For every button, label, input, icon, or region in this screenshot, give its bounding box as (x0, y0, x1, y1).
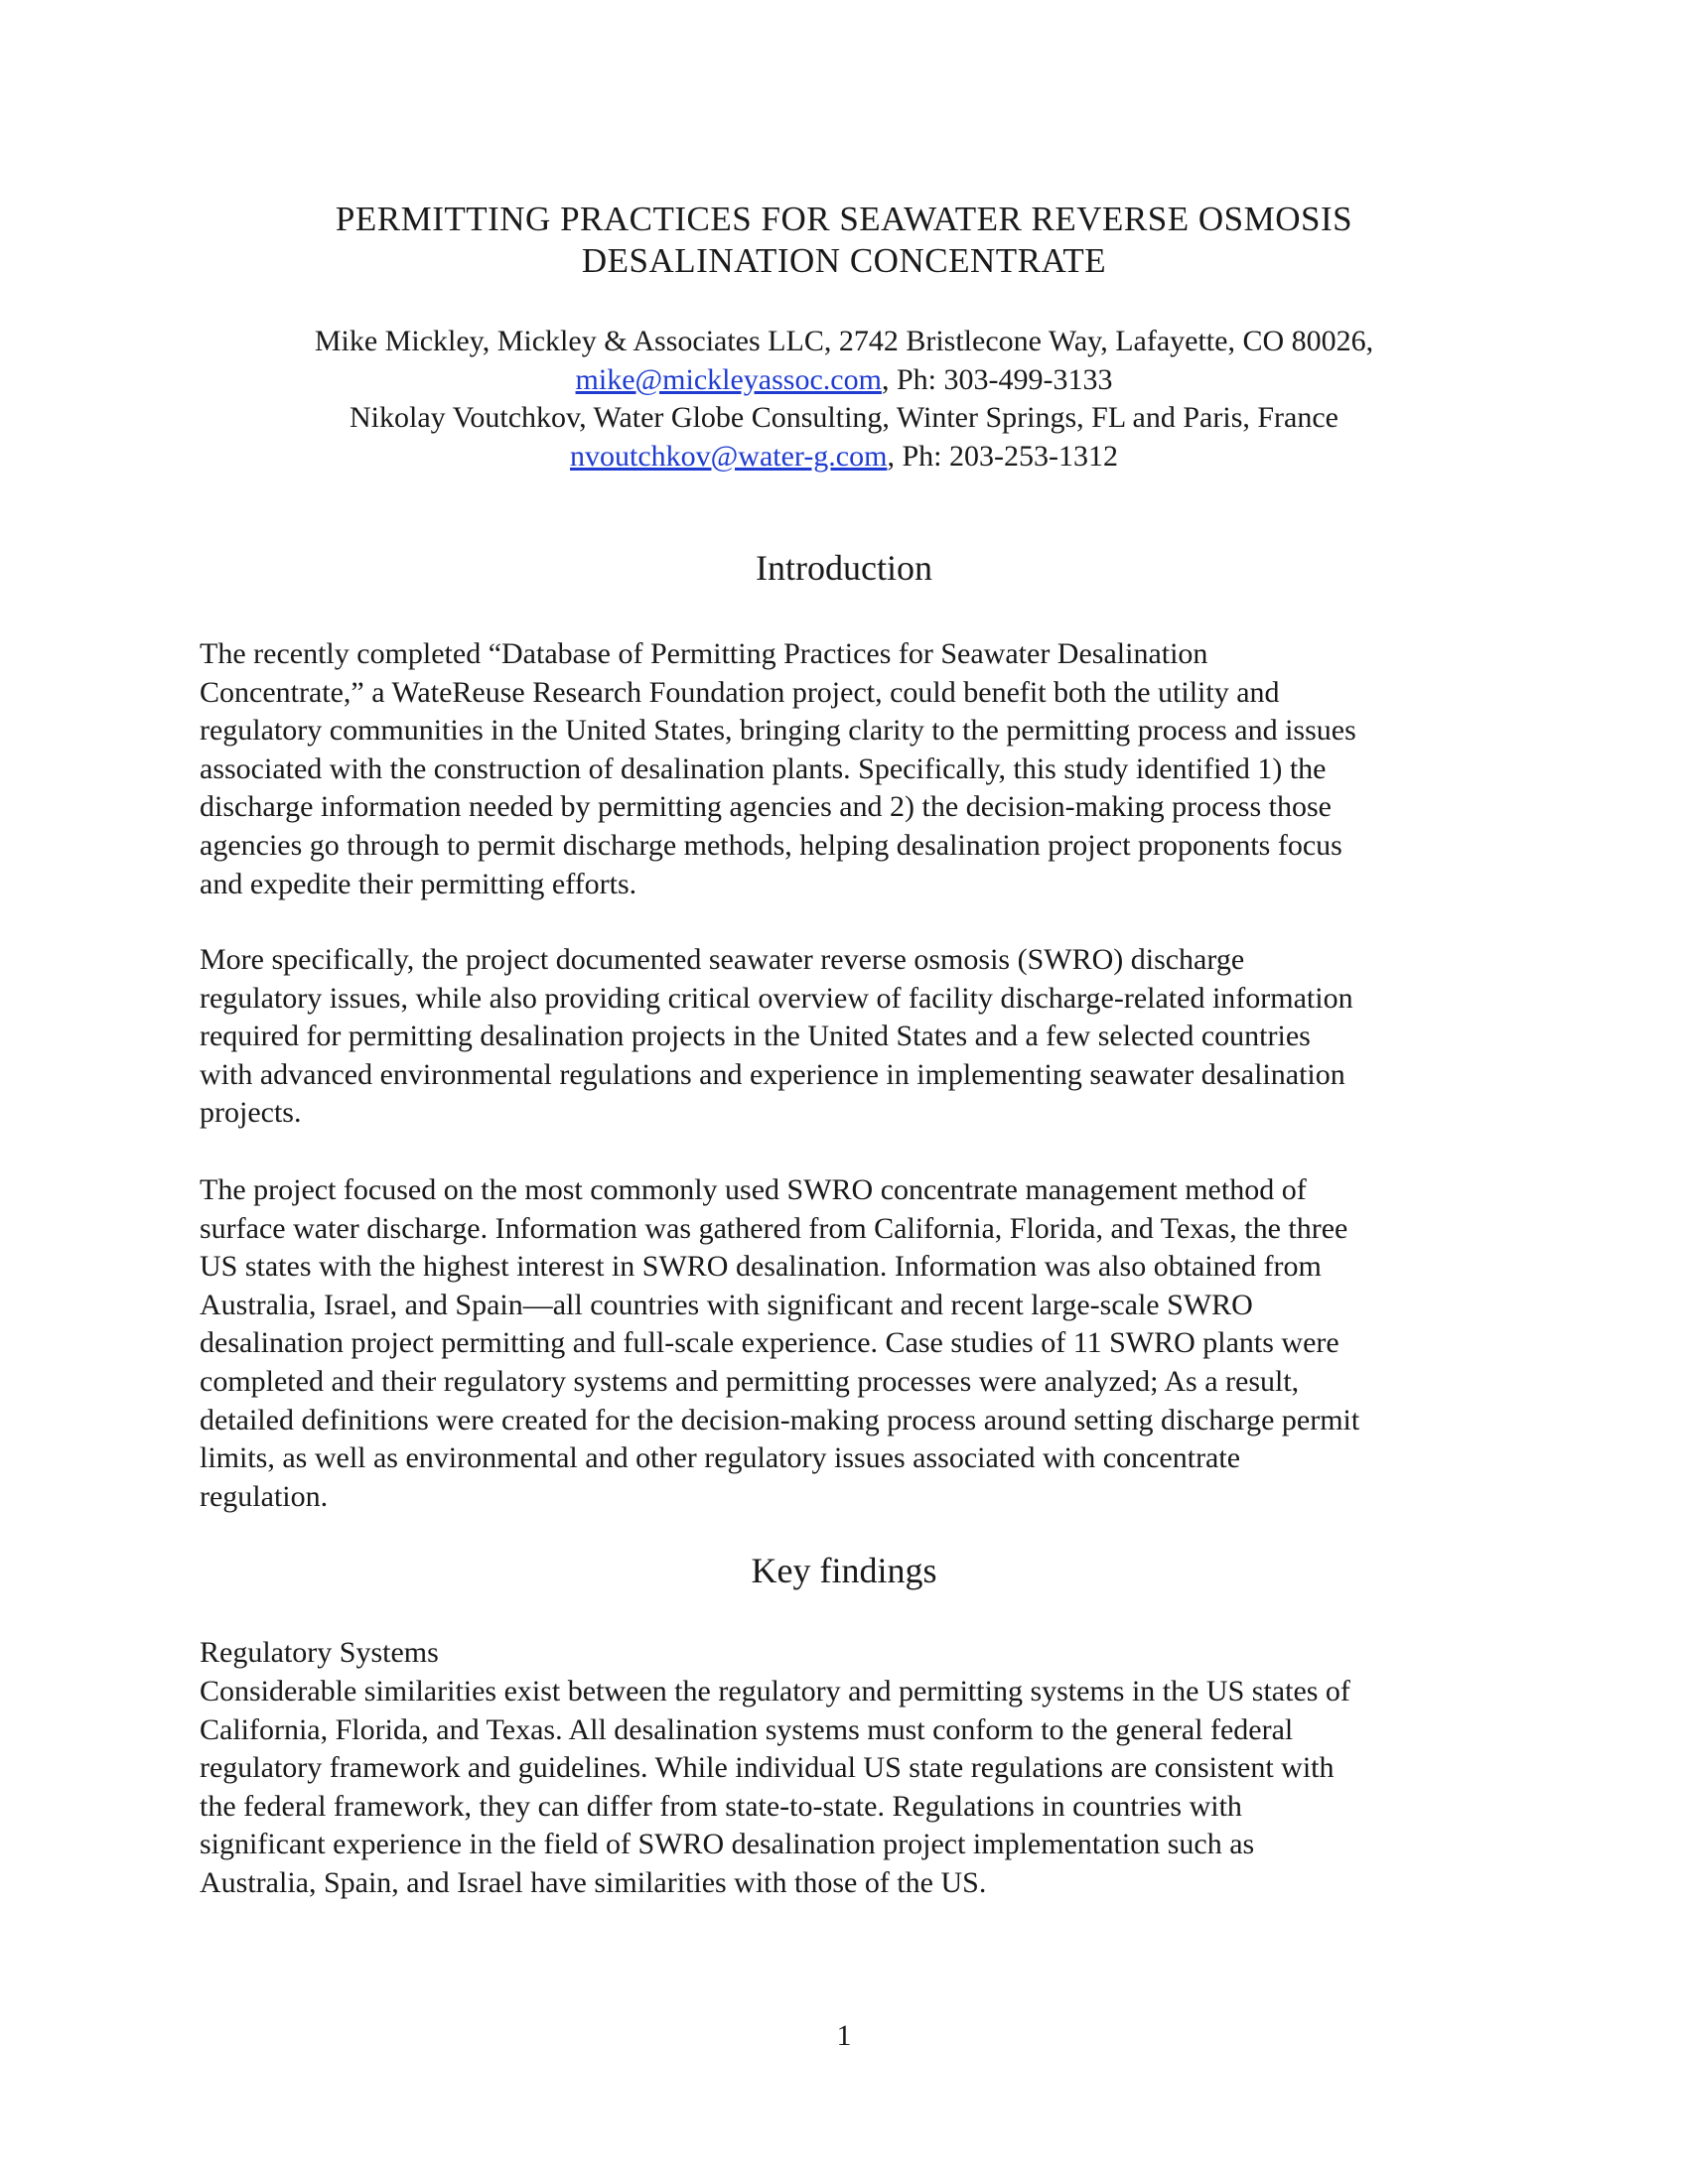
text-line: Concentrate,” a WateReuse Research Foundation project, could benefit both the utility and (200, 675, 1280, 709)
author-1-email-link[interactable]: mike@mickleyassoc.com (575, 362, 882, 396)
text-line: More specifically, the project documented seawater reverse osmosis (SWRO) discharge (200, 943, 1245, 976)
text-line: the federal framework, they can differ from state-to-state. Regulations in countries with (200, 1789, 1242, 1823)
text-line: and expedite their permitting efforts. (200, 867, 637, 900)
text-line: The recently completed “Database of Permitting Practices for Seawater Desalination (200, 637, 1208, 670)
title-line-1: PERMITTING PRACTICES FOR SEAWATER REVERSE OSMOSIS (335, 200, 1353, 238)
introduction-paragraph-2 (200, 941, 1530, 1133)
text-line: desalination project permitting and full-scale experience. Case studies of 11 SWRO plants were (200, 1326, 1339, 1360)
text-line: with advanced environmental regulations and experience in implementing seawater desalination (200, 1057, 1345, 1091)
key-findings-heading: Key findings (751, 1551, 937, 1590)
text-line: required for permitting desalination projects in the United States and a few selected countries (200, 1020, 1311, 1053)
text-line: Considerable similarities exist between the regulatory and permitting systems in the US states of (200, 1675, 1350, 1707)
text-line: limits, as well as environmental and other regulatory issues associated with concentrate (200, 1441, 1241, 1475)
author-1-phone: , Ph: 303-499-3133 (881, 362, 1113, 396)
introduction-paragraph-3 (200, 1171, 1530, 1516)
regulatory-systems-paragraph (200, 1673, 1530, 1903)
text-line: discharge information needed by permitting agencies and 2) the decision-making process those (200, 790, 1332, 824)
author-1-affiliation: Mike Mickley, Mickley & Associates LLC, 2742 Bristlecone Way, Lafayette, CO 80026, (314, 325, 1374, 357)
text-line: regulatory issues, while also providing critical overview of facility discharge-related information (200, 981, 1353, 1015)
title-line-2: DESALINATION CONCENTRATE (581, 241, 1107, 280)
text-line: US states with the highest interest in SWRO desalination. Information was also obtained from (200, 1250, 1322, 1284)
regulatory-systems-subheading: Regulatory Systems (200, 1636, 439, 1669)
text-line: projects. (200, 1096, 302, 1130)
author-2-contact (149, 438, 1539, 477)
page-number: 1 (836, 2019, 852, 2052)
author-2-affiliation: Nikolay Voutchkov, Water Globe Consulting, Winter Springs, FL and Paris, France (349, 401, 1338, 434)
author-1-contact (149, 361, 1539, 400)
text-line: associated with the construction of desalination plants. Specifically, this study identified 1) the (200, 751, 1327, 785)
document-title (149, 199, 1539, 282)
text-line: The project focused on the most commonly used SWRO concentrate management method of (200, 1173, 1307, 1206)
author-2-phone: , Ph: 203-253-1312 (887, 439, 1118, 473)
text-line: regulatory communities in the United States, bringing clarity to the permitting process and issues (200, 714, 1356, 748)
text-line: Australia, Spain, and Israel have similarities with those of the US. (200, 1865, 987, 1899)
author-2-email-link[interactable]: nvoutchkov@water-g.com (570, 439, 888, 473)
text-line: significant experience in the field of SWRO desalination project implementation such as (200, 1828, 1255, 1861)
author-block (149, 323, 1539, 476)
introduction-heading: Introduction (756, 548, 932, 588)
text-line: regulation. (200, 1479, 329, 1513)
text-line: completed and their regulatory systems and permitting processes were analyzed; As a result, (200, 1364, 1300, 1398)
text-line: regulatory framework and guidelines. While individual US state regulations are consistent with (200, 1751, 1335, 1785)
text-line: Australia, Israel, and Spain—all countries with significant and recent large-scale SWRO (200, 1288, 1253, 1321)
text-line: agencies go through to permit discharge methods, helping desalination project proponents focus (200, 828, 1342, 862)
text-line: surface water discharge. Information was gathered from California, Florida, and Texas, the three (200, 1211, 1348, 1245)
text-line: California, Florida, and Texas. All desalination systems must conform to the general federal (200, 1712, 1294, 1746)
text-line: detailed definitions were created for the decision-making process around setting discharge permit (200, 1403, 1360, 1436)
introduction-paragraph-1 (200, 635, 1530, 903)
